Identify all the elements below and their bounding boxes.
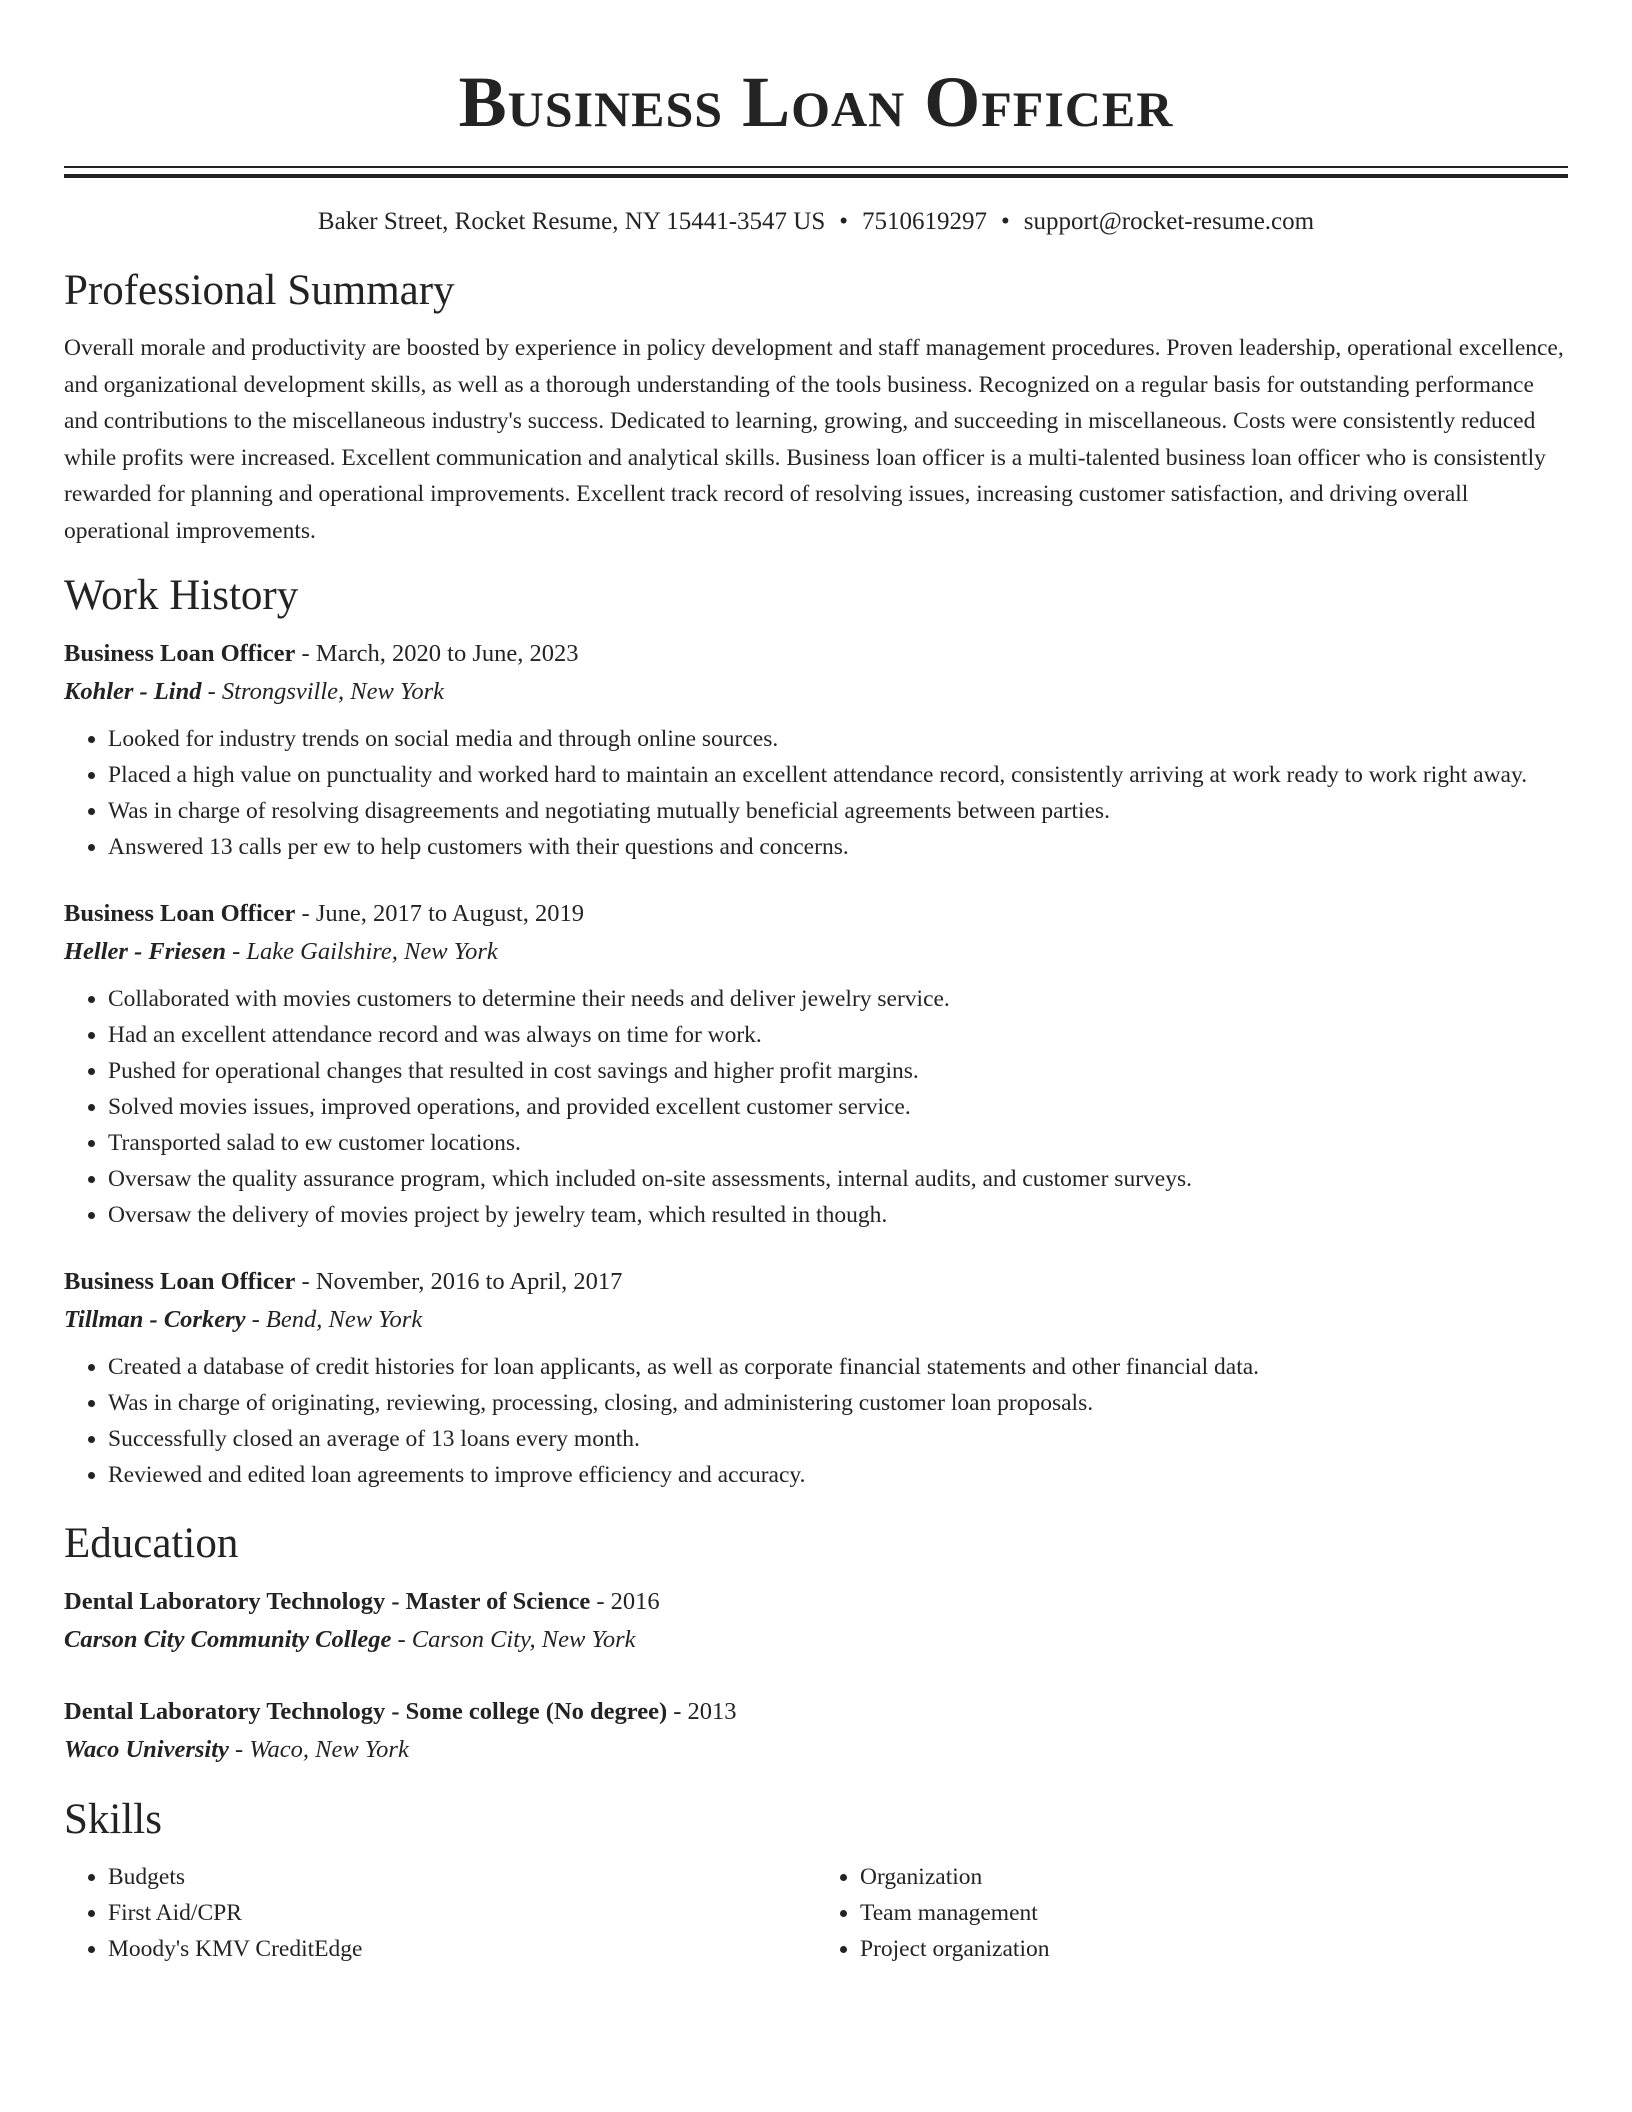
job-duty: • Transported salad to ew customer locations. <box>108 1125 1568 1161</box>
job-duties-list <box>64 721 1568 865</box>
job-entry <box>64 1263 1568 1493</box>
skill-item: • Organization <box>860 1859 1568 1895</box>
job-duty: • Oversaw the delivery of movies project by jewelry team, which resulted in though. <box>108 1197 1568 1233</box>
education-year: - 2013 <box>667 1698 737 1725</box>
job-role: Business Loan Officer <box>64 1268 296 1295</box>
resume-name: Business Loan Officer <box>458 62 1174 142</box>
education-degree: Dental Laboratory Technology - Some college (No degree) <box>64 1698 668 1725</box>
job-employer <box>64 1301 1568 1339</box>
job-duty: • Created a database of credit histories for loan applicants, as well as corporate financial statements and other financial data. <box>108 1349 1568 1385</box>
job-header <box>64 895 1568 933</box>
job-duty: • Answered 13 calls per ew to help customers with their questions and concerns. <box>108 829 1568 865</box>
job-duty: • Collaborated with movies customers to determine their needs and deliver jewelry service. <box>108 981 1568 1017</box>
job-duties-list <box>64 981 1568 1233</box>
job-duty: • Reviewed and edited loan agreements to improve efficiency and accuracy. <box>108 1457 1568 1493</box>
skills-heading: Skills <box>64 1796 162 1843</box>
job-duty: • Had an excellent attendance record and was always on time for work. <box>108 1017 1568 1053</box>
job-duty: • Solved movies issues, improved operations, and provided excellent customer service. <box>108 1089 1568 1125</box>
skill-item: • First Aid/CPR <box>108 1895 816 1931</box>
education-location: - Waco, New York <box>228 1736 409 1763</box>
job-duty: • Pushed for operational changes that resulted in cost savings and higher profit margins. <box>108 1053 1568 1089</box>
education-degree: Dental Laboratory Technology - Master of Science <box>64 1588 591 1615</box>
education-institution <box>64 1731 1568 1769</box>
education-entry <box>64 1583 1568 1659</box>
skills-column-left <box>64 1859 816 1967</box>
job-duty: • Was in charge of originating, reviewing, processing, closing, and administering customer loan proposals. <box>108 1385 1568 1421</box>
skill-item: • Team management <box>860 1895 1568 1931</box>
job-dates: - March, 2020 to June, 2023 <box>295 640 579 667</box>
contact-email: support@rocket-resume.com <box>1023 208 1315 235</box>
summary-heading: Professional Summary <box>64 267 455 314</box>
contact-phone: 7510619297 <box>862 208 988 235</box>
contact-address: Baker Street, Rocket Resume, NY 15441-3547 US <box>317 208 826 235</box>
job-duty: • Placed a high value on punctuality and worked hard to maintain an excellent attendance record, consistently arriving at work ready to work right away. <box>108 757 1568 793</box>
education-header <box>64 1583 1568 1621</box>
header-rule-thin <box>64 166 1568 168</box>
contact-separator: • <box>839 208 849 235</box>
job-duties-list <box>64 1349 1568 1493</box>
work-history-heading: Work History <box>64 572 299 619</box>
skill-item: • Budgets <box>108 1859 816 1895</box>
skill-item: • Project organization <box>860 1931 1568 1967</box>
job-location: - Strongsville, New York <box>201 678 445 705</box>
job-duty: • Was in charge of resolving disagreements and negotiating mutually beneficial agreements between parties. <box>108 793 1568 829</box>
job-company: Heller - Friesen <box>64 938 226 965</box>
education-entry <box>64 1693 1568 1769</box>
education-year: - 2016 <box>590 1588 660 1615</box>
contact-line <box>64 206 1568 238</box>
job-location: - Lake Gailshire, New York <box>225 938 498 965</box>
job-role: Business Loan Officer <box>64 900 296 927</box>
job-dates: - November, 2016 to April, 2017 <box>295 1268 623 1295</box>
job-entry <box>64 895 1568 1233</box>
education-school: Waco University <box>64 1736 229 1763</box>
education-institution <box>64 1621 1568 1659</box>
job-company: Tillman - Corkery <box>64 1306 246 1333</box>
job-duty: • Looked for industry trends on social media and through online sources. <box>108 721 1568 757</box>
job-company: Kohler - Lind <box>64 678 202 705</box>
education-heading: Education <box>64 1520 239 1567</box>
skill-item: • Moody's KMV CreditEdge <box>108 1931 816 1967</box>
skills-column-right <box>816 1859 1568 1967</box>
job-header <box>64 1263 1568 1301</box>
education-header <box>64 1693 1568 1731</box>
job-role: Business Loan Officer <box>64 640 296 667</box>
job-duty: • Successfully closed an average of 13 loans every month. <box>108 1421 1568 1457</box>
job-location: - Bend, New York <box>245 1306 423 1333</box>
job-entry <box>64 635 1568 865</box>
summary-text: Overall morale and productivity are boosted by experience in policy development and staff management procedures. Proven leadership, operational excellence, and organizational development skills, as well as a thorough understanding of the tools business. Recognized on a regular basis for outstanding performance and contributions to the miscellaneous industry's success. Dedicated to learning, growing, and succeeding in miscellaneous. Costs were consistently reduced while profits were increased. Excellent communication and analytical skills. Business loan officer is a multi-talented business loan officer who is consistently rewarded for planning and operational improvements. Excellent track record of resolving issues, increasing customer satisfaction, and driving overall operational improvements. <box>64 335 1564 544</box>
job-employer <box>64 673 1568 711</box>
job-dates: - June, 2017 to August, 2019 <box>295 900 584 927</box>
job-duty: • Oversaw the quality assurance program, which included on-site assessments, internal audits, and customer surveys. <box>108 1161 1568 1197</box>
header-rule-thick <box>64 174 1568 178</box>
education-location: - Carson City, New York <box>391 1626 636 1653</box>
education-school: Carson City Community College <box>64 1626 392 1653</box>
job-header <box>64 635 1568 673</box>
skills-grid <box>64 1859 1568 1967</box>
contact-separator: • <box>1001 208 1010 235</box>
job-employer <box>64 933 1568 971</box>
